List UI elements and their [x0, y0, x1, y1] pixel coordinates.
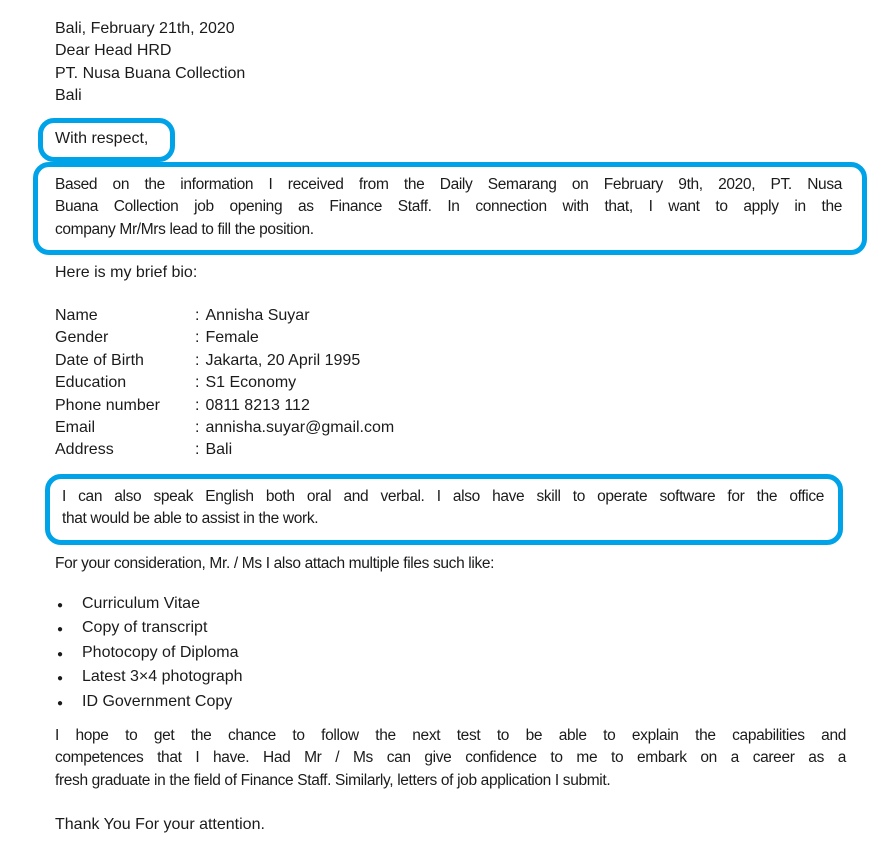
bio-separator: : — [195, 441, 200, 459]
bio-value: Jakarta, 20 April 1995 — [205, 351, 361, 369]
bullet-icon: ● — [57, 648, 64, 660]
bio-separator: : — [195, 396, 200, 414]
skills-paragraph-highlight-box — [45, 474, 843, 545]
bio-label: Gender — [55, 329, 109, 347]
opening-paragraph-line: Based on the information I received from the Daily Semarang on February 9th, 2020, PT. Nusa — [55, 176, 842, 193]
bio-separator: : — [195, 329, 200, 347]
attachment-label: Latest 3×4 photograph — [82, 668, 243, 686]
attachment-label: ID Government Copy — [82, 692, 233, 710]
bullet-icon: ● — [57, 673, 64, 685]
bio-table — [55, 305, 555, 462]
closing-paragraph-line: competences that I have. Had Mr / Ms can give confidence to me to embark on a career as a — [55, 749, 846, 767]
attachment-item — [55, 642, 455, 666]
bio-value: Annisha Suyar — [205, 307, 310, 324]
bio-intro: Here is my brief bio: — [55, 264, 198, 281]
attachment-item — [55, 666, 455, 690]
bio-separator: : — [195, 374, 200, 392]
attachment-item — [55, 593, 455, 617]
attachment-item — [55, 691, 455, 715]
bio-label: Phone number — [55, 396, 160, 414]
bullet-icon: ● — [57, 600, 64, 611]
attachment-label: Copy of transcript — [82, 619, 208, 637]
date-line: Bali, February 21th, 2020 — [55, 20, 235, 37]
bio-separator: : — [195, 419, 200, 437]
closing-paragraph — [55, 725, 846, 792]
salutation-text: With respect, — [55, 130, 149, 147]
attachment-label: Photocopy of Diploma — [82, 643, 239, 661]
bio-separator: : — [195, 351, 200, 369]
bio-row-gender — [55, 327, 555, 349]
company-line: PT. Nusa Buana Collection — [55, 64, 246, 82]
bullet-icon: ● — [57, 697, 64, 709]
bio-label: Email — [55, 419, 96, 437]
bio-label: Name — [55, 307, 98, 324]
bio-value: Female — [205, 329, 259, 347]
thanks-line: Thank You For your attention. — [55, 816, 265, 833]
attachments-intro: For your consideration, Mr. / Ms I also attach multiple files such like: — [55, 555, 495, 572]
bio-label: Address — [55, 441, 114, 459]
skills-paragraph-line: that would be able to assist in the work. — [62, 510, 319, 528]
attachments-list — [55, 593, 455, 715]
bio-separator: : — [195, 307, 200, 324]
bio-row-education — [55, 372, 555, 394]
opening-paragraph-line: Buana Collection job opening as Finance Staff. In connection with that, I want to apply in the — [55, 198, 842, 216]
bio-row-phone — [55, 395, 555, 417]
bio-row-address — [55, 439, 555, 461]
salutation-highlight-box — [38, 118, 175, 162]
bio-row-birth — [55, 350, 555, 372]
bio-label: Date of Birth — [55, 351, 144, 369]
letter-header — [55, 18, 245, 108]
attachment-item — [55, 617, 455, 641]
closing-paragraph-line: fresh graduate in the field of Finance Staff. Similarly, letters of job application I submit. — [55, 771, 611, 789]
opening-paragraph-highlight-box — [33, 162, 867, 255]
bio-row-name — [55, 305, 555, 327]
recipient-line: Dear Head HRD — [55, 42, 172, 60]
bullet-icon: ● — [57, 624, 64, 636]
bio-value: S1 Economy — [205, 374, 297, 392]
opening-paragraph-line: company Mr/Mrs lead to fill the position. — [55, 220, 314, 238]
skills-paragraph-line: I can also speak English both oral and verbal. I also have skill to operate software for the office — [62, 488, 824, 505]
bio-value: 0811 8213 112 — [205, 396, 310, 414]
bio-row-email — [55, 417, 555, 439]
city-line: Bali — [55, 87, 82, 105]
attachment-label: Curriculum Vitae — [82, 595, 200, 612]
bio-label: Education — [55, 374, 127, 392]
closing-paragraph-line: I hope to get the chance to follow the next test to be able to explain the capabilities and — [55, 727, 846, 744]
bio-value: annisha.suyar@gmail.com — [205, 419, 395, 437]
bio-value: Bali — [205, 441, 233, 459]
